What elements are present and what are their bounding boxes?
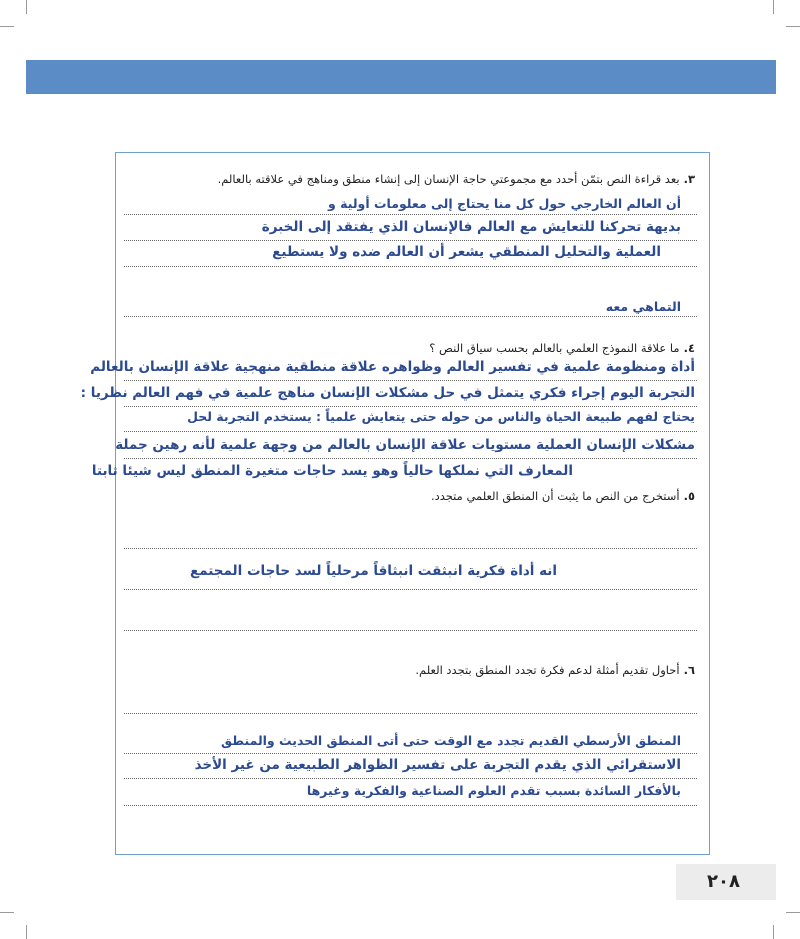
dotted-line: [124, 548, 697, 549]
question-4: [429, 341, 695, 355]
crop-mark: [786, 26, 800, 27]
answer-line: أداة ومنظومة علمية في تفسير العالم وظواهره علاقة منطقية منهجية علاقة الإنسان بالعالم: [90, 359, 695, 375]
dotted-line: [124, 753, 697, 754]
crop-mark: [786, 912, 800, 913]
answer-line: التماهي معه: [605, 299, 681, 314]
question-text: بعد قراءة النص بتمّن أحدد مع مجموعتي حاجة الإنسان إلى إنشاء منطق ومناهج في علاقته بالعالم.: [217, 172, 680, 186]
question-text: أستخرج من النص ما يثبت أن المنطق العلمي متجدد.: [430, 489, 680, 503]
dotted-line: [124, 713, 697, 714]
dotted-line: [124, 431, 697, 432]
question-number: ٣.: [683, 172, 695, 186]
crop-mark: [0, 912, 14, 913]
dotted-line: [124, 406, 697, 407]
page-number-tab: [676, 864, 776, 900]
answer-line: التجربة اليوم إجراء فكري يتمثل في حل مشكلات الإنسان مناهج علمية في فهم العالم نظريا :: [80, 385, 695, 401]
exercise-panel: [80, 152, 710, 855]
dotted-line: [124, 778, 697, 779]
answer-line: يحتاج لفهم طبيعة الحياة والناس من حوله حتى يتعايش علمياً : يستخدم التجربة لحل: [187, 409, 695, 424]
dotted-line: [124, 458, 697, 459]
question-number: ٤.: [683, 341, 695, 355]
answer-line: مشكلات الإنسان العملية مستويات علاقة الإنسان بالعالم من وجهة علمية لأنه رهين جملة: [115, 437, 695, 453]
crop-mark: [0, 26, 14, 27]
question-number: ٦.: [683, 663, 695, 677]
answer-line: المعارف التي نملكها حالياً وهو يسد حاجات متغيرة المنطق ليس شيئا ثابتا: [91, 463, 573, 479]
dotted-line: [124, 240, 697, 241]
answer-line: الاستقرائي الذي يقدم التجربة على تفسير الظواهر الطبيعية من غير الأخذ: [194, 757, 681, 773]
header-banner: [26, 60, 776, 94]
crop-mark: [26, 925, 27, 939]
crop-mark: [773, 925, 774, 939]
page-number: ٢٠٨: [707, 871, 740, 892]
question-5: [431, 489, 695, 503]
crop-mark: [773, 0, 774, 14]
crop-mark: [26, 0, 27, 14]
answer-line: المنطق الأرسطي القديم تجدد مع الوقت حتى أتى المنطق الحديث والمنطق: [221, 733, 681, 748]
answer-line: أن العالم الخارجي حول كل منا يحتاج إلى معلومات أولية و: [328, 196, 681, 211]
dotted-line: [124, 630, 697, 631]
dotted-line: [124, 805, 697, 806]
question-3: [218, 172, 695, 186]
answer-line: بديهة تحركنا للتعايش مع العالم فالإنسان الذي يفتقد إلى الخبرة: [261, 219, 681, 235]
dotted-line: [124, 214, 697, 215]
answer-line: بالأفكار السائدة بسبب تقدم العلوم الصناعية والفكرية وغيرها: [306, 783, 681, 798]
answer-line: العملية والتحليل المنطقي يشعر أن العالم ضده ولا يستطيع: [272, 244, 661, 260]
question-text: أحاول تقديم أمثلة لدعم فكرة تجدد المنطق بتجدد العلم.: [415, 663, 680, 677]
dotted-line: [124, 380, 697, 381]
dotted-line: [124, 589, 697, 590]
answer-line: انه أداة فكرية انبثقت انبثاقاً مرحلياً لسد حاجات المجتمع: [189, 563, 557, 579]
question-6: [415, 663, 695, 677]
dotted-line: [124, 316, 697, 317]
dotted-line: [124, 266, 697, 267]
question-number: ٥.: [683, 489, 695, 503]
question-text: ما علاقة النموذج العلمي بالعالم بحسب سياق النص ؟: [429, 341, 680, 355]
